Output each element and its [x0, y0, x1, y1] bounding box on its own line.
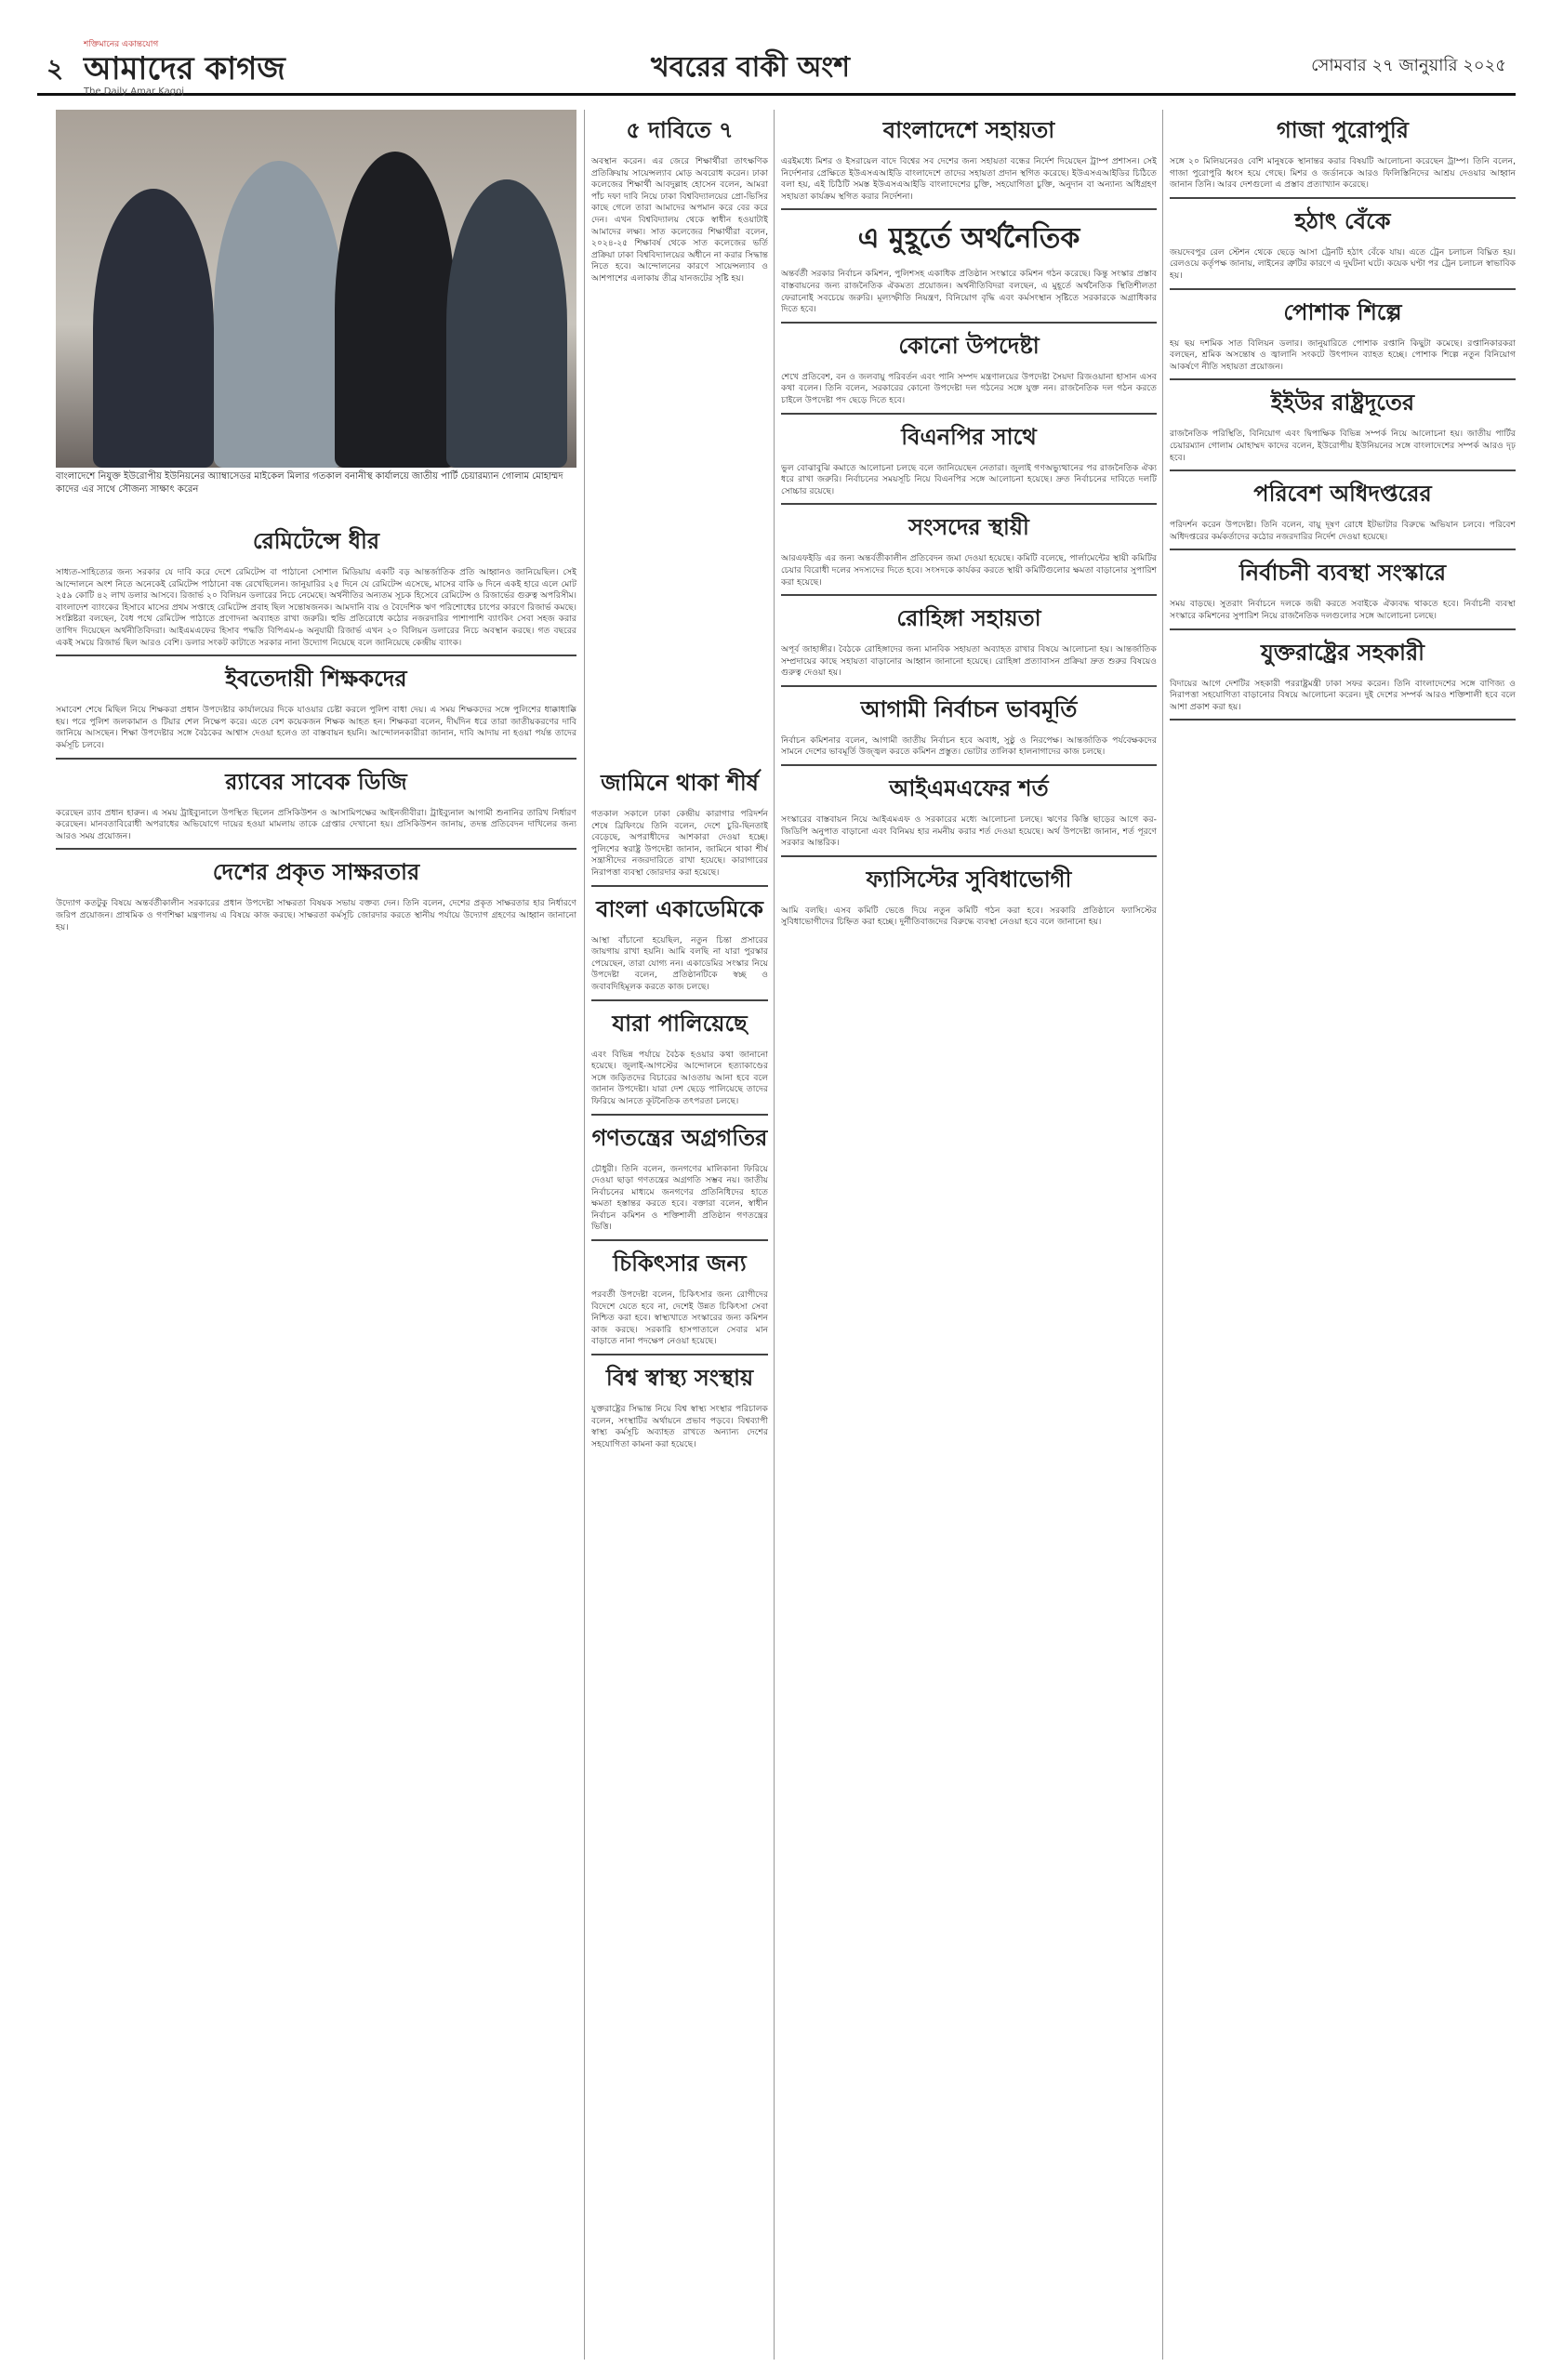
paper-english-name: The Daily Amar Kagoj [84, 86, 185, 97]
article-title: আগামী নির্বাচন ভাবমূর্তি [860, 694, 1078, 722]
section-title: খবরের বাকী অংশ [651, 51, 850, 84]
article-title: র‍্যাবের সাবেক ডিজি [225, 767, 407, 795]
column-3 [781, 110, 1157, 2341]
article-title: রোহিঙ্গা সহায়তা [896, 604, 1041, 632]
article-title: এ মুহূর্তে অর্থনৈতিক [857, 222, 1080, 256]
article-title: জামিনে থাকা শীর্ষ [601, 769, 759, 796]
article-title: দেশের প্রকৃত সাক্ষরতার [212, 858, 420, 886]
article-body: উদ্যোগ কতটুকু বিষয়ে অন্তর্বর্তীকালীন সরকারের প্রধান উপদেষ্টা সাক্ষরতা বিষয়ক সভায় বক্তব্য দেন। তিনি বলেন, দেশের প্রকৃত সাক্ষরতার হার নির্ধারণে জরিপ প্রয়োজন। প্রাথমিক ও গণশিক্ষা মন্ত্রণালয় এ বিষয়ে কাজ করছে। সাক্ষরতা কর্মসূচি জোরদার করতে স্থানীয় পর্যায়ে উদ্যোগ গ্রহণের আহ্বান জানানো হয়। [56, 898, 576, 932]
article-title: বাংলাদেশে সহায়তা [882, 116, 1055, 143]
article-title: সংসদের স্থায়ী [908, 513, 1029, 541]
article-title: চিকিৎসার জন্য [613, 1250, 747, 1277]
news-photo [56, 110, 576, 468]
article-body: বিদায়ের আগে দেশটির সহকারী পররাষ্ট্রমন্ত্রী ঢাকা সফর করেন। তিনি বাংলাদেশের সঙ্গে বাণিজ্য ও নিরাপত্তা সহযোগিতা বাড়ানোর বিষয়ে আলোচনা করেন। দুই দেশের সম্পর্ক আরও শক্তিশালী হবে বলে আশা প্রকাশ করা হয়। [1170, 678, 1516, 712]
photo-caption: বাংলাদেশে নিযুক্ত ইউরোপীয় ইউনিয়নের অ্যাম্বাসেডর মাইকেল মিলার গতকাল বনানীস্থ কার্যালয়ে জাতীয় পার্টি চেয়ারম্যান গোলাম মোহাম্মদ কাদের এর সাথে সৌজন্য সাক্ষাৎ করেন [56, 471, 563, 495]
article-body: এরইমধ্যে মিশর ও ইসরায়েল বাদে বিশ্বের সব দেশের জন্য সহায়তা বন্ধের নির্দেশ দিয়েছেন ট্রাম্প প্রশাসন। সেই নির্দেশনার প্রেক্ষিতে ইউএসএআইডি বাংলাদেশে তাদের সহায়তা প্রদান স্থগিত করেছে। ইউএসএআইডির চিঠিতে বলা হয়, এই চিঠিটি সমস্ত ইউএসএআইডি বাংলাদেশের চুক্তি, সহযোগিতা চুক্তি, অনুদান বা অন্যান্য অধিগ্রহণ সহায়তা কার্যক্রম স্থগিত করার নির্দেশনা। [781, 156, 1157, 202]
article-body: আমি বলছি। এসব কমিটি ভেঙে দিয়ে নতুন কমিটি গঠন করা হবে। সরকারি প্রতিষ্ঠানে ফ্যাসিস্টের সুবিধাভোগীদের চিহ্নিত করা হচ্ছে। দুর্নীতিবাজদের বিরুদ্ধে ব্যবস্থা নেওয়া হবে বলে জানানো হয়। [781, 905, 1157, 928]
article-body: করেছেন র‍্যাব প্রধান হারুন। এ সময় ট্রাইব্যুনালে উপস্থিত ছিলেন প্রসিকিউশন ও আসামিপক্ষের আইনজীবীরা। ট্রাইব্যুনাল আগামী শুনানির তারিখ নির্ধারণ করেছেন। মানবতাবিরোধী অপরাধের অভিযোগে দায়ের হওয়া মামলায় তাকে গ্রেপ্তার দেখানো হয়। প্রসিকিউশন জানায়, তদন্ত প্রতিবেদন দাখিলের জন্য আরও সময় প্রয়োজন। [56, 807, 576, 841]
article-body: অন্তর্বর্তী সরকার নির্বাচন কমিশন, পুলিশসহ একাধিক প্রতিষ্ঠান সংস্কারে কমিশন গঠন করেছে। কিন্তু সংস্কার প্রস্তাব বাস্তবায়নের জন্য রাজনৈতিক ঐকমত্য প্রয়োজন। অর্থনীতিবিদরা বলছেন, এ মুহূর্তে অর্থনৈতিক স্থিতিশীলতা ফেরানোই সবচেয়ে জরুরি। মূল্যস্ফীতি নিয়ন্ত্রণ, বিনিয়োগ বৃদ্ধি এবং কর্মসংস্থান সৃষ্টিতে সরকারকে অগ্রাধিকার দিতে হবে। [781, 269, 1157, 315]
article-title: রেমিটেন্সে ধীর [252, 527, 380, 554]
article-title: গণতন্ত্রের অগ্রগতির [591, 1123, 768, 1151]
article [56, 855, 576, 933]
article-body: যুক্তরাষ্ট্রের সিদ্ধান্ত নিয়ে বিশ্ব স্বাস্থ্য সংস্থার পরিচালক বলেন, সংস্থাটির অর্থায়নে প্রভাব পড়বে। বিশ্বব্যাপী স্বাস্থ্য কর্মসূচি অব্যাহত রাখতে অন্যান্য দেশের সহযোগিতা কামনা করা হয়েছে। [591, 1404, 768, 1449]
article-body: আরএফইডি এর জন্য অন্তর্বর্তীকালীন প্রতিবেদন জমা দেওয়া হয়েছে। কমিটি বলেছে, পার্লামেন্টের স্থায়ী কমিটির চেয়ার বিরোধী দলের সদস্যদের দিতে হবে। সংসদকে কার্যকর করতে স্থায়ী কমিটিগুলোর ক্ষমতা বাড়ানোর সুপারিশ করা হয়েছে। [781, 553, 1157, 588]
article-title: গাজা পুরোপুরি [1277, 116, 1409, 143]
article-body: অবস্থান করেন। এর জেরে শিক্ষার্থীরা তাৎক্ষণিক প্রতিক্রিয়ায় সায়েন্সল্যাব মোড় অবরোধ করেন। ঢাকা কলেজের শিক্ষার্থী আবদুল্লাহ হোসেন বলেন, আমরা পাঁচ দফা দাবি নিয়ে ঢাকা বিশ্ববিদ্যালয়ের প্রো-ভিসির কাছে গেলে তারা আমাদের অপমান করে বের করে দেন। এখন বিশ্ববিদ্যালয় থেকে স্বাধীন হওয়াটাই আমাদের লক্ষ্য। সাত কলেজের শিক্ষার্থীরা বলেন, ২০২৪-২৫ শিক্ষাবর্ষ থেকে সাত কলেজের ভর্তি প্রক্রিয়া ঢাকা বিশ্ববিদ্যালয়ের অধীনে না করার সিদ্ধান্ত নিতে হবে। আন্দোলনের কারণে সায়েন্সল্যাব ও আশপাশের এলাকায় তীব্র যানজটের সৃষ্টি হয়। [591, 156, 768, 284]
column-1 [56, 521, 576, 2343]
article-body: আস্থা বাঁচানো হয়েছিল, নতুন চিন্তা প্রসারের জায়গায় রাখা হয়নি। আমি বলছি না যারা পুরস্কার পেয়েছেন, তারা যোগ্য নন। একাডেমির সংস্কার নিয়ে উপদেষ্টা বলেন, প্রতিষ্ঠানটিকে স্বচ্ছ ও জবাবদিহিমূলক করতে কাজ চলছে। [591, 934, 768, 992]
issue-date: সোমবার ২৭ জানুয়ারি ২০২৫ [1311, 56, 1506, 75]
masthead [37, 37, 1516, 96]
article-title: কোনো উপদেষ্টা [898, 331, 1040, 359]
paper-name: আমাদের কাগজ [84, 50, 285, 87]
article-title: ইবতেদায়ী শিক্ষকদের [225, 665, 407, 693]
article-body: গতকাল সকালে ঢাকা কেন্দ্রীয় কারাগার পরিদর্শন শেষে ব্রিফিংয়ে তিনি বলেন, দেশে চুরি-ছিনতাই বেড়েছে, অপরাধীদের আশকারা দেওয়া হচ্ছে। পুলিশের স্বরাষ্ট্র উপদেষ্টা জানান, জামিনে থাকা শীর্ষ সন্ত্রাসীদের নজরদারিতে রাখা হয়েছে। কারাগারের নিরাপত্তা ব্যবস্থা জোরদার করা হয়েছে। [591, 809, 768, 878]
article-title: বিশ্ব স্বাস্থ্য সংস্থায় [605, 1364, 754, 1392]
article-body: সাধ্যত-সাহিত্যের জন্য সরকার যে দাবি করে দেশে রেমিটেন্স বা পাঠানো সোশাল মিডিয়ায় একটি বড় আন্তর্জাতিক প্রতি আহ্বানও জানিয়েছিল। সেই আন্দোলনে অংশ নিতে অনেকেই রেমিটেন্স পাঠানো বন্ধ রেখেছিলেন। জানুয়ারির ২৫ দিনে যে রেমিটেন্স এসেছে, মাসের বাকি ৬ দিনে একই হারে এলে মোট ২৫৯ কোটি ৪২ লাখ ডলার আসবে। রিজার্ভ ২০ বিলিয়ন ডলারের নিচে নেমেছে। অর্থনীতির অন্যতম সূচক হিসেবে রেমিটেন্স ও রিজার্ভের গুরুত্ব অপরিসীম। বাংলাদেশ ব্যাংকের হিসাবে মাসের প্রথম সপ্তাহে রেমিটেন্স প্রবাহ ছিল সন্তোষজনক। আমদানি ব্যয় ও বৈদেশিক ঋণ পরিশোধের চাপের কারণে রিজার্ভ কমছে। সংশ্লিষ্টরা বলছেন, বৈধ পথে রেমিটেন্স পাঠাতে প্রণোদনা অব্যাহত রাখা জরুরি। হুন্ডি প্রতিরোধে কঠোর নজরদারির পাশাপাশি ব্যাংকিং সেবা সহজ করার তাগিদ দিয়েছেন অর্থনীতিবিদরা। আইএমএফের হিসাব পদ্ধতি বিপিএম-৬ অনুযায়ী রিজার্ভ এখন ২০ বিলিয়ন ডলারের নিচে অবস্থান করছে। গত বছরের একই সময়ে রিজার্ভ ছিল আরও বেশি। ডলার সংকট কাটাতে সরকার নানা উদ্যোগ নিয়েছে বলে জানিয়েছে কেন্দ্রীয় ব্যাংক। [56, 567, 576, 648]
article-body: চৌধুরী। তিনি বলেন, জনগণের মালিকানা ফিরিয়ে দেওয়া ছাড়া গণতন্ত্রের অগ্রগতি সম্ভব নয়। জাতীয় নির্বাচনের মাধ্যমে জনগণের প্রতিনিধিদের হাতে ক্ষমতা হস্তান্তর করতে হবে। বক্তারা বলেন, স্বাধীন নির্বাচন কমিশন ও শক্তিশালী প্রতিষ্ঠান গণতন্ত্রের ভিত্তি। [591, 1163, 768, 1233]
article-title: যুক্তরাষ্ট্রের সহকারী [1260, 638, 1425, 666]
article-title: ইইউর রাষ্ট্রদূতের [1270, 389, 1415, 416]
article-title: নির্বাচনী ব্যবস্থা সংস্কারে [1239, 559, 1447, 587]
article-body: শেখে প্রতিবেশ, বন ও জলবায়ু পরিবর্তন এবং পানি সম্পদ মন্ত্রণালয়ের উপদেষ্টা সৈয়দা রিজওয়ানা হাসান এসব কথা বলেন। তিনি বলেন, সরকারের কোনো উপদেষ্টা দল গঠনের সঙ্গে যুক্ত নন। রাজনৈতিক দল গঠন করতে চাইলে উপদেষ্টা পদ ছেড়ে দিতে হবে। [781, 371, 1157, 405]
article-title: ফ্যাসিস্টের সুবিধাভোগী [866, 865, 1072, 892]
column-2-lower [591, 762, 768, 2343]
article [56, 765, 576, 843]
article-title: যারা পালিয়েছে [612, 1009, 748, 1037]
article-body: পরিদর্শন করেন উপদেষ্টা। তিনি বলেন, বায়ু দূষণ রোধে ইটভাটার বিরুদ্ধে অভিযান চলবে। পরিবেশ অধিদপ্তরের কর্মকর্তাদের কঠোর নজরদারির নির্দেশ দেওয়া হয়েছে। [1170, 520, 1516, 542]
article [56, 662, 576, 751]
article-body: নির্বাচন কমিশনার বলেন, আগামী জাতীয় নির্বাচন হবে অবাধ, সুষ্ঠু ও নিরপেক্ষ। আন্তর্জাতিক পর্যবেক্ষকদের সামনে দেশের ভাবমূর্তি উজ্জ্বল করতে কমিশন প্রস্তুত। ভোটার তালিকা হালনাগাদের কাজ চলছে। [781, 734, 1157, 758]
article-body: জয়দেবপুর রেল স্টেশন থেকে ছেড়ে আসা ট্রেনটি হঠাৎ বেঁকে যায়। এতে ট্রেন চলাচল বিঘ্নিত হয়। রেলওয়ে কর্তৃপক্ষ জানায়, লাইনের ত্রুটির কারণে এ দুর্ঘটনা ঘটে। কয়েক ঘণ্টা পর ট্রেন চলাচল স্বাভাবিক হয়। [1170, 246, 1516, 281]
article-body: সমাবেশ শেষে মিছিল নিয়ে শিক্ষকরা প্রধান উপদেষ্টার কার্যালয়ের দিকে যাওয়ার চেষ্টা করলে পুলিশ বাধা দেয়। এ সময় শিক্ষকদের সঙ্গে পুলিশের ধাক্কাধাক্কি হয়। পরে পুলিশ জলকামান ও টিয়ার শেল নিক্ষেপ করে। এতে বেশ কয়েকজন শিক্ষক আহত হন। শিক্ষকরা বলেন, দীর্ঘদিন ধরে তারা জাতীয়করণের দাবি জানিয়ে আসছেন। শিক্ষা উপদেষ্টার সঙ্গে বৈঠকের আশ্বাস দেওয়া হলেও তা বাস্তবায়ন হয়নি। আন্দোলনকারীরা জানান, দাবি আদায় না হওয়া পর্যন্ত তাদের কর্মসূচি চলবে। [56, 705, 576, 750]
article [56, 524, 576, 649]
article-body: হয় ছয় দশমিক সাত বিলিয়ন ডলার। জানুয়ারিতে পোশাক রপ্তানি কিছুটা কমেছে। রপ্তানিকারকরা বলছেন, শ্রমিক অসন্তোষ ও জ্বালানি সংকটে উৎপাদন ব্যাহত হচ্ছে। পোশাক শিল্পে নতুন বিনিয়োগ আকর্ষণে নীতি সহায়তা প্রয়োজন। [1170, 337, 1516, 372]
article-title: বাংলা একাডেমিকে [596, 894, 763, 922]
page-number: ২ [46, 53, 64, 84]
article-body: রাজনৈতিক পরিস্থিতি, বিনিয়োগ এবং দ্বিপাক্ষিক বিভিন্ন সম্পর্ক নিয়ে আলোচনা হয়। জাতীয় পার্টির চেয়ারম্যান গোলাম মোহাম্মদ কাদের বলেন, ইউরোপীয় ইউনিয়নের সঙ্গে বাংলাদেশের সম্পর্ক আরও দৃঢ় হবে। [1170, 429, 1516, 463]
article-body: অপূর্ব জাহাঙ্গীর। বৈঠকে রোহিঙ্গাদের জন্য মানবিক সহায়তা অব্যাহত রাখার বিষয়ে আলোচনা হয়। আন্তর্জাতিক সম্প্রদায়ের কাছে সহায়তা বাড়ানোর আহ্বান জানানো হয়েছে। রোহিঙ্গা প্রত্যাবাসন প্রক্রিয়া দ্রুত শুরুর বিষয়েও গুরুত্ব দেওয়া হয়। [781, 644, 1157, 679]
article-body: সংস্কারের বাস্তবায়ন নিয়ে আইএমএফ ও সরকারের মধ্যে আলোচনা চলছে। ঋণের কিস্তি ছাড়ের আগে কর-জিডিপি অনুপাত বাড়ানো এবং বিনিময় হার নমনীয় করার শর্ত দেওয়া হয়েছে। অর্থ উপদেষ্টা জানান, শর্ত পূরণে সরকার আন্তরিক। [781, 814, 1157, 849]
article-title: পরিবেশ অধিদপ্তরের [1253, 480, 1432, 508]
article-title: পোশাক শিল্পে [1283, 298, 1402, 325]
article-body: সঙ্গে ২০ মিলিয়নেরও বেশি মানুষকে স্থানান্তর করার বিষয়টি আলোচনা করেছেন ট্রাম্প। তিনি বলেন, গাজা পুরোপুরি ধ্বংস হয়ে গেছে। মিশর ও জর্ডানকে আরও ফিলিস্তিনিদের আশ্রয় দেওয়ার আহ্বান জানান তিনি। আরব দেশগুলো এ প্রস্তাব প্রত্যাখ্যান করেছে। [1170, 156, 1516, 191]
paper-tagline: শক্তিমানের একান্তযোগ [84, 40, 159, 49]
article-title: ৫ দাবিতে ৭ [626, 116, 734, 143]
article-title: হঠাৎ বেঁকে [1294, 206, 1391, 234]
article-title: বিএনপির সাথে [901, 422, 1037, 450]
article-body: এবং বিভিন্ন পর্যায়ে বৈঠক হওয়ার কথা জানানো হয়েছে। জুলাই-আগস্টের আন্দোলনে হত্যাকাণ্ডের সঙ্গে জড়িতদের বিচারের আওতায় আনা হবে বলে জানান উপদেষ্টা। যারা দেশ ছেড়ে পালিয়েছে তাদের ফিরিয়ে আনতে কূটনৈতিক তৎপরতা চলছে। [591, 1049, 768, 1106]
article-title: আইএমএফের শর্ত [889, 774, 1049, 802]
paper-logo [84, 37, 418, 97]
column-4 [1170, 110, 1516, 2341]
article-body: ভুল বোঝাবুঝি কমাতে আলোচনা চলছে বলে জানিয়েছেন নেতারা। জুলাই গণঅভ্যুত্থানের পর রাজনৈতিক ঐক্য ধরে রাখা জরুরি। নির্বাচনের সময়সূচি নিয়ে বিএনপির সঙ্গে আলোচনা হয়েছে। দ্রুত নির্বাচনের দাবিতে দলটি সোচ্চার রয়েছে। [781, 462, 1157, 496]
article-body: পরবর্তী উপদেষ্টা বলেন, চিকিৎসার জন্য রোগীদের বিদেশে যেতে হবে না, দেশেই উন্নত চিকিৎসা সেবা নিশ্চিত করা হবে। স্বাস্থ্যখাতে সংস্কারের জন্য কমিশন কাজ করছে। সরকারি হাসপাতালে সেবার মান বাড়াতে নানা পদক্ষেপ নেওয়া হয়েছে। [591, 1289, 768, 1347]
article-body: সময় বাড়ছে। সুতরাং নির্বাচনে দলকে জয়ী করতে সবাইকে ঐক্যবদ্ধ থাকতে হবে। নির্বাচনী ব্যবস্থা সংস্কারে কমিশনের সুপারিশ নিয়ে রাজনৈতিক দলগুলোর সঙ্গে আলোচনা চলছে। [1170, 599, 1516, 621]
